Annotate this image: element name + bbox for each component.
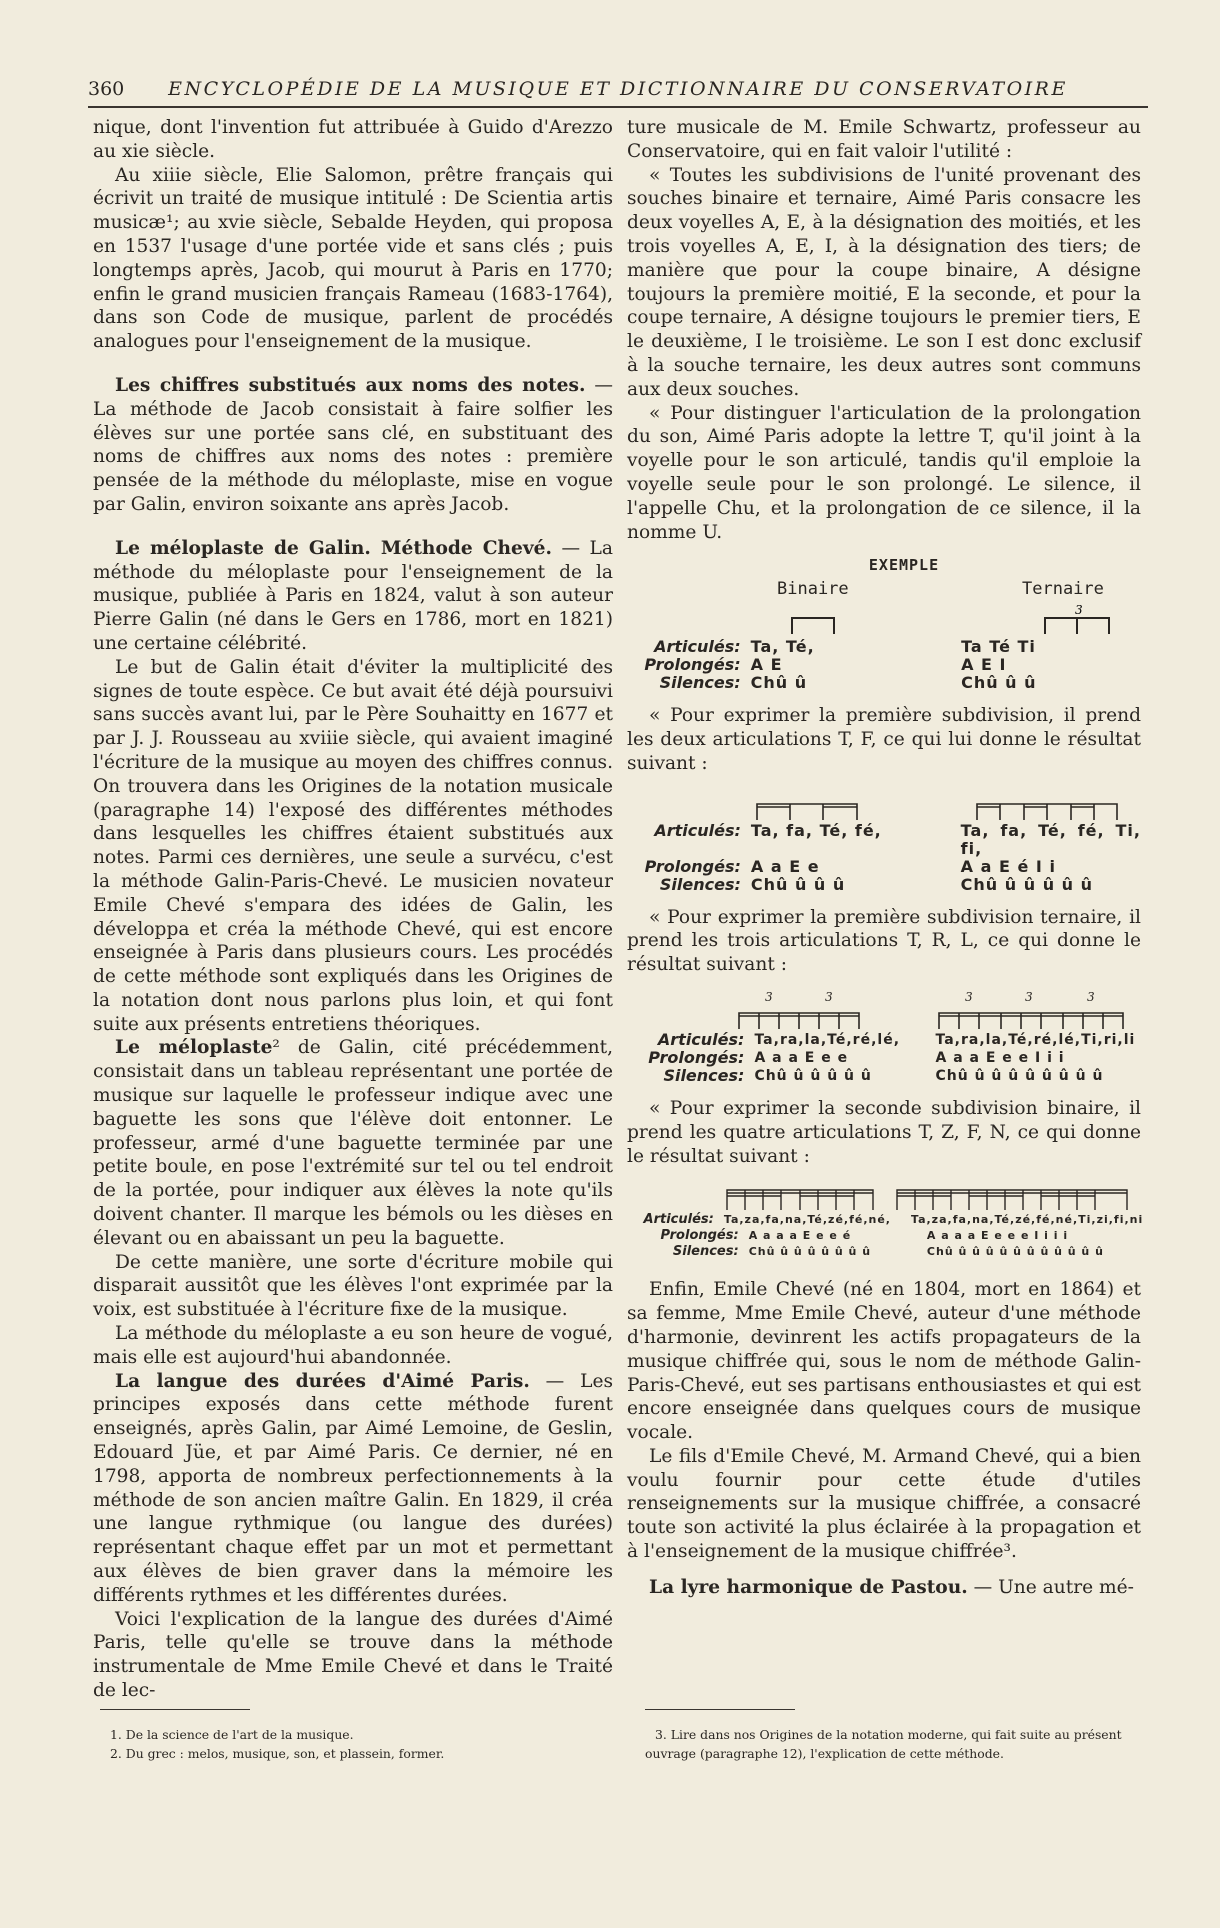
example-row: Articulés: Ta,ra,la,Té,ré,lé, Ta,ra,la,Té,ré,lé,Ti,ri,li [657, 1029, 1136, 1049]
paragraph: La méthode du méloplaste a eu son heure de vogué, mais elle est aujourd'hui abandonnée. [93, 1323, 613, 1368]
paragraph: De cette manière, une sorte d'écriture mobile qui disparait aussitôt que les élèves l'ont exprimée par la voix, est substituée à l'écriture fixe de la musique. [93, 1251, 613, 1321]
example-headings [627, 578, 1141, 604]
section-heading: La langue des durées d'Aimé Paris. [115, 1370, 530, 1392]
footnote: 1. De la science de l'art de la musique. [110, 1727, 354, 1742]
example-row: Silences: Chû û Chû û û [659, 673, 1037, 693]
ternary-beam [1045, 618, 1109, 634]
triplet-mark: 3 [1075, 604, 1083, 618]
section-text: — La méthode du méloplaste pour l'enseignement de la musique, publiée à Paris en 1824, valut à son auteur Pierre Galin (né dans le Gers en 1786, mort en 1821) une certaine célébrité. [93, 537, 613, 654]
paragraph-text: ² de Galin, cité précédemment, consistait dans un tableau représentant une portée de musique sur laquelle le professeur indique avec une baguette les sons que l'élève doit entonner. Le professeur, armé d'une baguette terminée par une petite boule, en pose l'extrémité sur tel ou tel endroit de la portée, pour indiquer aux élèves la note qu'ils doivent chanter. Il marque les bémols ou les dièses en élevant ou en abaissant un peu la baguette. [93, 1037, 613, 1249]
section-paragraph [93, 374, 613, 517]
example-row: Articulés: Ta, fa, Té, fé, Ta, fa, Té, fé, Ti, fi, [654, 820, 1141, 858]
section-paragraph [93, 1370, 613, 1608]
example-3 [627, 991, 1141, 1085]
binary-beam [727, 1190, 873, 1210]
triplet-mark: 3 [765, 990, 773, 1004]
term-meloplaste: Le méloplaste [115, 1037, 273, 1059]
ternary-beam [939, 1013, 1123, 1029]
paragraph [93, 1036, 613, 1250]
rhythm-notation [627, 798, 1141, 822]
triplet-mark: 3 [825, 990, 833, 1004]
footnote: 3. Lire dans nos Origines de la notation moderne, qui fait suite au présent ouvrage (paragraphe 12), l'explication de cette méthode. [645, 1727, 1122, 1761]
section-text: — Les principes exposés dans cette méthode furent enseignés, après Galin, par Aimé Lemoine, de Geslin, Edouard Jüe, et par Aimé Paris. Ce dernier, né en 1798, apporta de nombreux perfectionnements à la méthode de son ancien maître Galin. En 1829, il créa une langue rythmique (ou langue des durées) représentant chaque effet par un mot et permettant aux élèves de bien graver dans la mémoire les différents rythmes et les différentes durées. [93, 1370, 613, 1606]
paragraph: nique, dont l'invention fut attribuée à Guido d'Arezzo au xie siècle. [93, 117, 613, 162]
triplet-mark: 3 [965, 990, 973, 1004]
example-1 [627, 554, 1141, 692]
left-column [93, 116, 613, 1703]
paragraph: « Toutes les subdivisions de l'unité provenant des souches binaire et ternaire, Aimé Paris consacre les deux voyelles A, E, à la désignation des moitiés, et les trois voyelles A, E, I, à la désignation des tiers; de manière que pour la coupe binaire, A désigne toujours la première moitié, E la seconde, et pour la coupe ternaire, A désigne toujours le premier tiers, E le deuxième, I le troisième. Le son I est donc exclusif à la souche ternaire, les deux autres sont communs aux deux souches. [627, 164, 1141, 400]
paragraph: « Pour exprimer la première subdivision, il prend les deux articulations T, F, ce qui lui donne le résultat suivant : [627, 705, 1141, 774]
running-header [88, 76, 1148, 108]
example-row: Prolongés: A a E e A a E é I i [644, 856, 1056, 876]
section-text: — La méthode de Jacob consistait à faire solfier les élèves sur une portée sans clé, en substituant des noms de chiffres aux noms des notes : première pensée de la méthode du méloplaste, mise en vogue par Galin, environ soixante ans après Jacob. [93, 374, 613, 515]
paragraph: « Pour exprimer la première subdivision ternaire, il prend les trois articulations T, R, L, ce qui donne le résultat suivant : [627, 906, 1141, 976]
example-row: Prolongés: A a a E e e A a a E e e I i i [648, 1047, 1065, 1067]
example-rows [627, 1031, 1141, 1085]
paragraph: Enfin, Emile Chevé (né en 1804, mort en 1864) et sa femme, Mme Emile Chevé, auteur d'une méthode d'harmonie, devinrent les actifs propagateurs de la musique chiffrée qui, sous le nom de méthode Galin-Paris-Chevé, eut ses partisans enthousiastes et qui est encore enseignée dans quelques cours de musique vocale. [627, 1279, 1141, 1444]
paragraph: Voici l'explication de la langue des durées d'Aimé Paris, telle qu'elle se trouve dans la méthode instrumentale de Mme Emile Chevé et dans le Traité de lec- [93, 1608, 613, 1701]
section-heading: La lyre harmonique de Pastou. [649, 1576, 968, 1598]
example-row: Articulés: Ta, Té, Ta Té Ti [654, 637, 1036, 657]
example-2 [627, 798, 1141, 894]
example-row: Silences: Chû û û û û û Chû û û û û û û û û [663, 1065, 1104, 1085]
paragraph: Au xiiie siècle, Elie Salomon, prêtre français qui écrivit un traité de musique intitulé : De Scientia artis musicæ¹; au xvie siècle, Sebalde Heyden, qui proposa en 1537 l'usage d'une portée vide et sans clés ; puis longtemps après, Jacob, qui mourut à Paris en 1770; enfin le grand musicien français Rameau (1683-1764), dans son Code de musique, parlent de procédés analogues pour l'enseignement de la musique. [93, 164, 613, 353]
example-row: Silences: Chû û û û Chû û û û û û [659, 874, 1093, 894]
ternary-beam [977, 804, 1117, 820]
right-column [627, 116, 1144, 1600]
example-title: EXEMPLE [868, 556, 940, 575]
paragraph: ture musicale de M. Emile Schwartz, professeur au Conservatoire, qui en fait valoir l'utilité : [627, 117, 1141, 162]
example-row: Articulés: Ta,za,fa,na,Té,zé,fé,né, Ta,za,fa,na,Té,zé,fé,né,Ti,zi,fi,ni [643, 1212, 1144, 1228]
section-heading: Les chiffres substitués aux noms des notes. [115, 374, 586, 396]
triplet-mark: 3 [1025, 990, 1033, 1004]
footnote: 2. Du grec : melos, musique, son, et plassein, former. [110, 1746, 445, 1761]
example-rows [627, 638, 1141, 692]
footnote-rule [645, 1709, 795, 1710]
page-number: 360 [88, 78, 125, 100]
triplet-mark: 3 [1087, 990, 1095, 1004]
ternaire-heading: Ternaire [1022, 579, 1104, 600]
paragraph: Le but de Galin était d'éviter la multiplicité des signes de toute espèce. Ce but avait été déjà poursuivi sans succès avant lui, par le Père Souhaitty en 1677 et par J. J. Rousseau au xviiie siècle, qui avaient imaginé l'écriture de la musique au moyen des chiffres connus. On trouvera dans les Origines de la notation musicale (paragraphe 14) l'exposé des différentes méthodes dans lesquelles les chiffres étaient substitués aux notes. Parmi ces dernières, une seule a survécu, c'est la méthode Galin-Paris-Chevé. Le musicien novateur Emile Chevé s'empara des idées de Galin, les développa et créa la méthode Chevé, qui est encore enseignée à Paris dans plusieurs cours. Les procédés de cette méthode sont expliqués dans les Origines de la notation dont nous parlons plus loin, et qui font suite aux présents entretiens théoriques. [93, 656, 613, 1035]
example-4 [627, 1182, 1144, 1260]
rhythm-notation [627, 1182, 1141, 1212]
footnote-rule [100, 1709, 250, 1710]
footnotes-right [645, 1725, 1140, 1763]
footnotes-left [100, 1725, 600, 1763]
paragraph: « Pour exprimer la seconde subdivision binaire, il prend les quatre articulations T, Z, F, N, ce qui donne le résultat suivant : [627, 1097, 1141, 1167]
rhythm-notation [627, 604, 1141, 638]
example-row: Prolongés: A E A E I [644, 655, 1007, 675]
ternary-beam [897, 1190, 1127, 1210]
example-row: Prolongés: A a a a E e e é A a a a E e e e I i i i [660, 1228, 1069, 1244]
example-rows [627, 1212, 1144, 1260]
section-paragraph [93, 537, 613, 656]
running-title: ENCYCLOPÉDIE DE LA MUSIQUE ET DICTIONNAIRE DU CONSERVATOIRE [168, 78, 1068, 100]
rhythm-notation [627, 991, 1141, 1031]
example-rows [627, 822, 1141, 894]
section-heading: Le méloplaste de Galin. Méthode Chevé. [115, 537, 552, 559]
paragraph: Le fils d'Emile Chevé, M. Armand Chevé, qui a bien voulu fournir pour cette étude d'utiles renseignements sur la musique chiffrée, a consacré toute son activité la plus éclairée à la propagation et à l'enseignement de la musique chiffrée³. [627, 1445, 1141, 1563]
paragraph: « Pour distinguer l'articulation de la prolongation du son, Aimé Paris adopte la lettre T, qu'il joint à la voyelle pour le son articulé, tandis qu'il emploie la voyelle seule pour le son prolongé. Le silence, il l'appelle Chu, et la prolongation de ce silence, il la nomme U. [627, 402, 1141, 543]
binaire-heading: Binaire [777, 579, 849, 600]
section-text: — Une autre mé- [967, 1576, 1134, 1598]
example-row: Silences: Chû û û û û û û û Chû û û û û û û û û û û û [672, 1244, 1104, 1260]
binary-beam [792, 618, 834, 634]
binary-beam [739, 1013, 859, 1029]
section-paragraph [627, 1576, 1141, 1600]
binary-beam [757, 804, 857, 820]
